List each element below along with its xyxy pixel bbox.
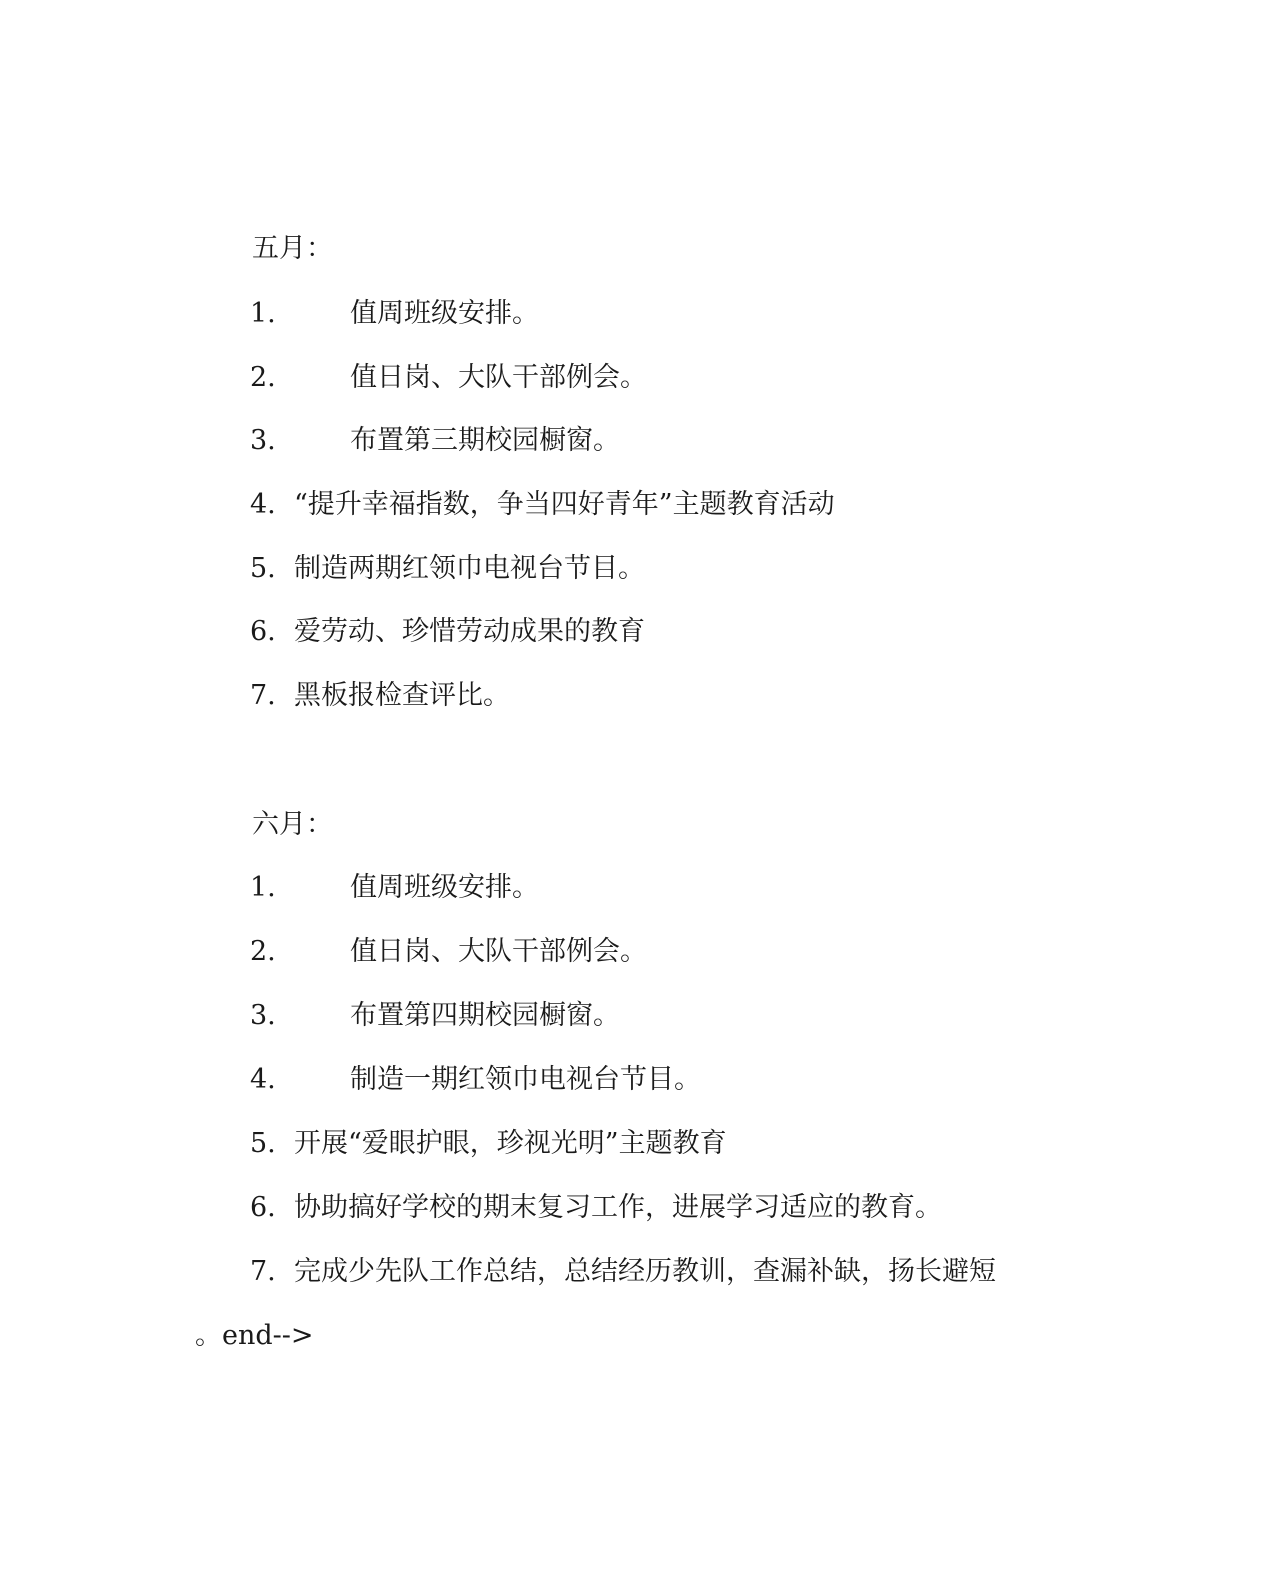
list-item [0, 294, 1275, 334]
item-text: 值日岗、大队干部例会。 [350, 362, 647, 393]
item-text: 制造一期红领巾电视台节目。 [350, 1064, 701, 1095]
list-item [0, 1124, 1275, 1164]
item-number: 2. [250, 936, 276, 967]
list-item [0, 358, 1275, 398]
item-text: 制造两期红领巾电视台节目。 [294, 553, 645, 584]
item-text: 开展“爱眼护眼，珍视光明”主题教育 [294, 1128, 727, 1159]
list-item [0, 932, 1275, 972]
item-text: 值日岗、大队干部例会。 [350, 936, 647, 967]
item-number: 5. [250, 1128, 276, 1159]
item-number: 4. [250, 1064, 276, 1095]
item-number: 1. [250, 872, 276, 903]
item-number: 1. [250, 298, 276, 329]
item-number: 3. [250, 425, 276, 456]
list-item [0, 549, 1275, 589]
section-heading-june: 六月： [252, 809, 333, 840]
item-text: 值周班级安排。 [350, 872, 539, 903]
continuation-text: 。end--> [195, 1320, 314, 1351]
item-number: 6. [250, 616, 276, 647]
list-item [0, 612, 1275, 652]
item-number: 2. [250, 362, 276, 393]
item-number: 7. [250, 1256, 276, 1287]
item-text: 协助搞好学校的期末复习工作，进展学习适应的教育。 [294, 1192, 942, 1223]
item-text: 完成少先队工作总结，总结经历教训，查漏补缺，扬长避短 [294, 1256, 996, 1287]
item-text: 黑板报检查评比。 [294, 680, 510, 711]
item-text: 布置第四期校园橱窗。 [350, 1000, 620, 1031]
list-item [0, 996, 1275, 1036]
item-text: 布置第三期校园橱窗。 [350, 425, 620, 456]
item-number: 3. [250, 1000, 276, 1031]
item-text: 爱劳动、珍惜劳动成果的教育 [294, 616, 645, 647]
list-item [0, 421, 1275, 461]
item-number: 5. [250, 553, 276, 584]
list-item [0, 1188, 1275, 1228]
list-item [0, 1252, 1275, 1292]
list-item [0, 676, 1275, 716]
list-item [0, 868, 1275, 908]
item-number: 6. [250, 1192, 276, 1223]
item-text: “提升幸福指数，争当四好青年”主题教育活动 [294, 489, 835, 520]
item-text: 值周班级安排。 [350, 298, 539, 329]
section-heading-may: 五月： [252, 233, 333, 264]
item-number: 7. [250, 680, 276, 711]
list-item [0, 485, 1275, 525]
list-item [0, 1060, 1275, 1100]
item-number: 4. [250, 489, 276, 520]
